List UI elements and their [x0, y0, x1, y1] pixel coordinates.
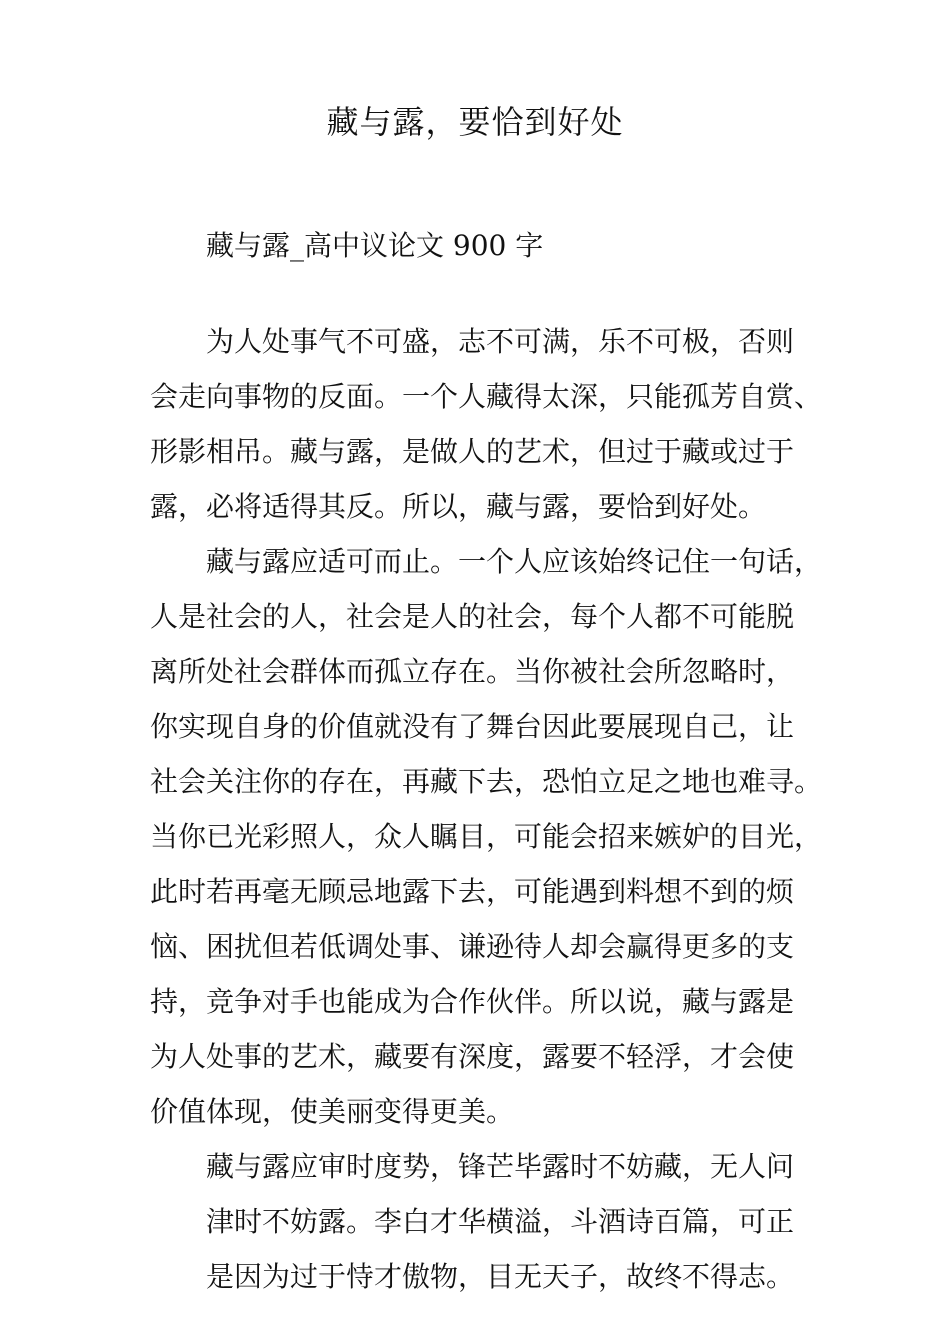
paragraph-2-line-6: 当你已光彩照人，众人瞩目，可能会招来嫉妒的目光， [150, 820, 823, 853]
paragraph-3-line-3: 是因为过于恃才傲物，目无天子，故终不得志。 [206, 1260, 795, 1293]
paragraph-1-line-1: 为人处事气不可盛，志不可满，乐不可极，否则 [206, 325, 795, 358]
paragraph-1-line-2: 会走向事物的反面。一个人藏得太深，只能孤芳自赏、 [150, 380, 823, 413]
article-subtitle: 藏与露_高中议论文 900 字 [206, 229, 544, 262]
paragraph-1-line-4: 露，必将适得其反。所以，藏与露，要恰到好处。 [150, 490, 767, 523]
paragraph-2-line-1: 藏与露应适可而止。一个人应该始终记住一句话， [206, 545, 823, 578]
paragraph-1-line-3: 形影相吊。藏与露，是做人的艺术，但过于藏或过于 [150, 435, 795, 468]
paragraph-2-line-5: 社会关注你的存在，再藏下去，恐怕立足之地也难寻。 [150, 765, 823, 798]
paragraph-3-line-2: 津时不妨露。李白才华横溢，斗酒诗百篇，可正 [206, 1205, 795, 1238]
paragraph-2-line-10: 为人处事的艺术，藏要有深度，露要不轻浮，才会使 [150, 1040, 795, 1073]
paragraph-2-line-9: 持，竞争对手也能成为合作伙伴。所以说，藏与露是 [150, 985, 795, 1018]
paragraph-2-line-7: 此时若再毫无顾忌地露下去，可能遇到料想不到的烦 [150, 875, 795, 908]
paragraph-2-line-4: 你实现自身的价值就没有了舞台因此要展现自己，让 [150, 710, 795, 743]
paragraph-3-line-1: 藏与露应审时度势，锋芒毕露时不妨藏，无人问 [206, 1150, 795, 1183]
paragraph-2-line-3: 离所处社会群体而孤立存在。当你被社会所忽略时， [150, 655, 795, 688]
page-title: 藏与露，要恰到好处 [326, 103, 624, 141]
paragraph-2-line-8: 恼、困扰但若低调处事、谦逊待人却会赢得更多的支 [150, 930, 795, 963]
paragraph-2-line-11: 价值体现，使美丽变得更美。 [150, 1095, 515, 1128]
paragraph-2-line-2: 人是社会的人，社会是人的社会，每个人都不可能脱 [150, 600, 795, 633]
